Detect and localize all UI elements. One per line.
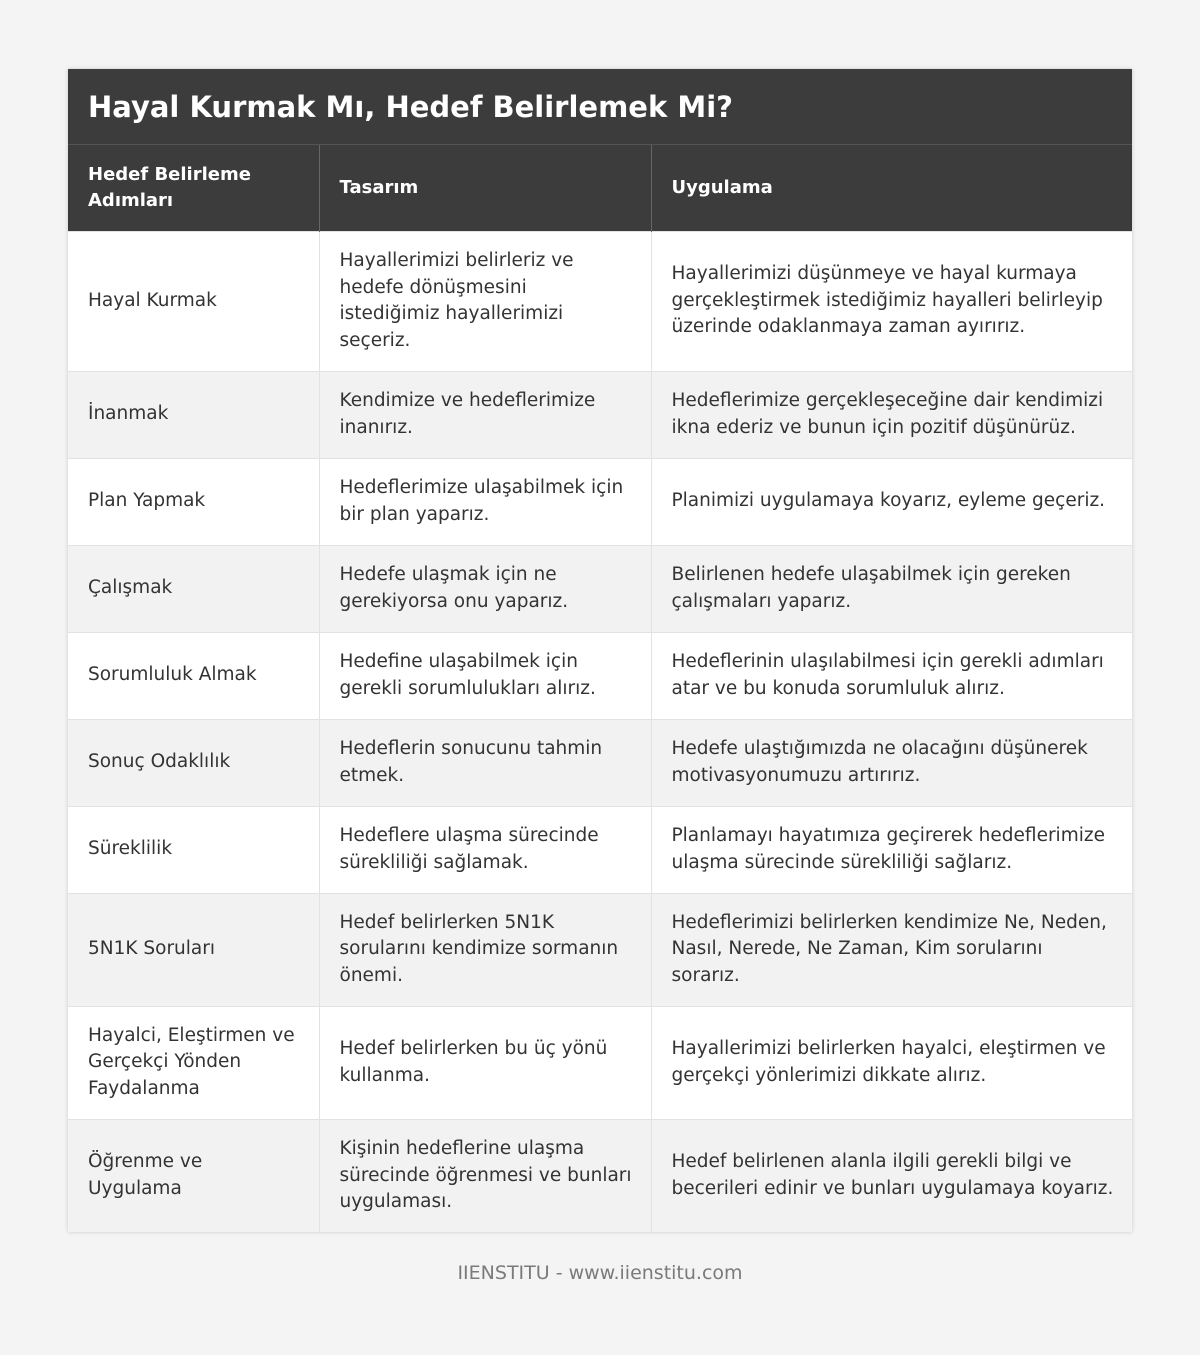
table-row: [68, 1119, 1132, 1232]
table-header-row: [68, 145, 1132, 231]
table-card: [68, 69, 1132, 1232]
cell-step: Sorumluluk Almak: [68, 632, 319, 719]
cell-design: Kendimize ve hedeflerimize inanırız.: [319, 371, 651, 458]
cell-design: Hedefe ulaşmak için ne gerekiyorsa onu yaparız.: [319, 545, 651, 632]
table-row: [68, 719, 1132, 806]
goal-table: [68, 145, 1132, 1232]
table-row: [68, 806, 1132, 893]
cell-step: Hayalci, Eleştirmen ve Gerçekçi Yönden Faydalanma: [68, 1006, 319, 1119]
table-row: [68, 231, 1132, 371]
table-row: [68, 458, 1132, 545]
cell-design: Hedeflerimize ulaşabilmek için bir plan yaparız.: [319, 458, 651, 545]
cell-application: Hayallerimizi düşünmeye ve hayal kurmaya gerçekleştirmek istediğimiz hayalleri belirleyip üzerinde odaklanmaya zaman ayırırız.: [651, 231, 1132, 371]
cell-application: Planimizi uygulamaya koyarız, eyleme geçeriz.: [651, 458, 1132, 545]
page-title: Hayal Kurmak Mı, Hedef Belirlemek Mi?: [88, 89, 733, 124]
table-row: [68, 545, 1132, 632]
cell-application: Hayallerimizi belirlerken hayalci, eleştirmen ve gerçekçi yönlerimizi dikkate alırız.: [651, 1006, 1132, 1119]
column-header-application: Uygulama: [651, 145, 1132, 231]
cell-application: Hedef belirlenen alanla ilgili gerekli bilgi ve becerileri edinir ve bunları uygulamaya koyarız.: [651, 1119, 1132, 1232]
cell-step: 5N1K Soruları: [68, 893, 319, 1006]
cell-step: İnanmak: [68, 371, 319, 458]
cell-step: Süreklilik: [68, 806, 319, 893]
cell-application: Hedeflerimize gerçekleşeceğine dair kendimizi ikna ederiz ve bunun için pozitif düşünürüz.: [651, 371, 1132, 458]
title-bar: [68, 69, 1132, 145]
cell-design: Hedef belirlerken bu üç yönü kullanma.: [319, 1006, 651, 1119]
cell-design: Hedeflerin sonucunu tahmin etmek.: [319, 719, 651, 806]
cell-application: Hedeflerinin ulaşılabilmesi için gerekli adımları atar ve bu konuda sorumluluk alırız.: [651, 632, 1132, 719]
table-row: [68, 632, 1132, 719]
cell-step: Öğrenme ve Uygulama: [68, 1119, 319, 1232]
column-header-design: Tasarım: [319, 145, 651, 231]
cell-application: Belirlenen hedefe ulaşabilmek için gereken çalışmaları yaparız.: [651, 545, 1132, 632]
cell-application: Planlamayı hayatımıza geçirerek hedeflerimize ulaşma sürecinde sürekliliği sağlarız.: [651, 806, 1132, 893]
cell-step: Çalışmak: [68, 545, 319, 632]
cell-step: Sonuç Odaklılık: [68, 719, 319, 806]
table-row: [68, 893, 1132, 1006]
cell-design: Kişinin hedeflerine ulaşma sürecinde öğrenmesi ve bunları uygulaması.: [319, 1119, 651, 1232]
column-header-steps: Hedef Belirleme Adımları: [68, 145, 319, 231]
cell-application: Hedefe ulaştığımızda ne olacağını düşünerek motivasyonumuzu artırırız.: [651, 719, 1132, 806]
cell-design: Hedefine ulaşabilmek için gerekli sorumlulukları alırız.: [319, 632, 651, 719]
cell-design: Hedeflere ulaşma sürecinde sürekliliği sağlamak.: [319, 806, 651, 893]
cell-application: Hedeflerimizi belirlerken kendimize Ne, Neden, Nasıl, Nerede, Ne Zaman, Kim sorularını sorarız.: [651, 893, 1132, 1006]
table-row: [68, 1006, 1132, 1119]
cell-design: Hayallerimizi belirleriz ve hedefe dönüşmesini istediğimiz hayallerimizi seçeriz.: [319, 231, 651, 371]
footer-credit: IIENSTITU - www.iienstitu.com: [457, 1262, 743, 1284]
cell-design: Hedef belirlerken 5N1K sorularını kendimize sormanın önemi.: [319, 893, 651, 1006]
cell-step: Plan Yapmak: [68, 458, 319, 545]
cell-step: Hayal Kurmak: [68, 231, 319, 371]
table-row: [68, 371, 1132, 458]
